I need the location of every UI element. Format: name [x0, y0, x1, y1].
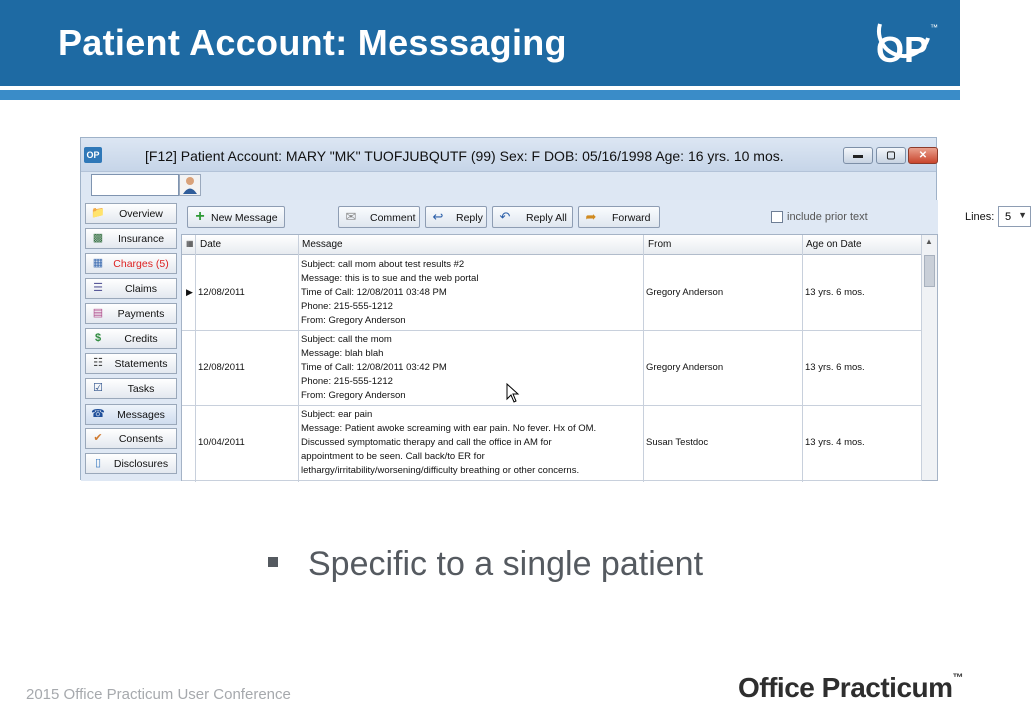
- brand-text: Office Practicum: [738, 672, 953, 703]
- row-selector-header-icon: ▦: [186, 239, 194, 248]
- sidebar-item-label: Charges (5): [113, 258, 169, 270]
- forward-button[interactable]: [578, 206, 660, 228]
- op-logo-text: OP: [876, 29, 929, 70]
- sidebar-item-label: Overview: [119, 208, 163, 220]
- comment-label: Comment: [370, 212, 416, 224]
- sidebar-item-payments[interactable]: [85, 303, 177, 324]
- current-row-indicator-icon: ▶: [186, 287, 193, 297]
- new-message-label: New Message: [211, 212, 278, 224]
- close-button[interactable]: [908, 147, 938, 164]
- reply-button[interactable]: [425, 206, 487, 228]
- scrollbar-thumb[interactable]: [924, 255, 935, 287]
- thumbs-up-icon: ✔: [93, 432, 103, 444]
- new-message-button[interactable]: [187, 206, 285, 228]
- sidebar-item-label: Messages: [117, 409, 165, 421]
- bullet-point: [268, 545, 703, 584]
- cell-message: [301, 408, 596, 478]
- message-line: Message: Patient awoke screaming with ear pain. No fever. Hx of OM.: [301, 423, 597, 434]
- sidebar-item-tasks[interactable]: [85, 378, 177, 399]
- claims-icon: ☰: [93, 282, 103, 294]
- dollar-icon: $: [94, 332, 102, 344]
- account-sidebar: [81, 200, 181, 481]
- sidebar-item-label: Statements: [114, 358, 168, 370]
- op-logo-icon: [862, 16, 942, 74]
- message-line: appointment to be seen. Call back/to ER for: [301, 451, 485, 462]
- grid-header: [182, 235, 937, 255]
- charges-icon: ▦: [92, 257, 104, 269]
- app-icon: OP: [84, 147, 102, 163]
- cell-from: Gregory Anderson: [646, 362, 724, 373]
- cell-age-on-date: 13 yrs. 6 mos.: [805, 287, 865, 298]
- cell-date: 10/04/2011: [198, 437, 245, 448]
- table-row[interactable]: [182, 256, 922, 331]
- message-line: Subject: ear pain: [301, 409, 373, 420]
- sidebar-item-label: Payments: [117, 308, 165, 320]
- column-header-age-on-date[interactable]: Age on Date: [806, 239, 862, 250]
- sidebar-item-label: Disclosures: [113, 458, 169, 470]
- message-toolbar: [181, 200, 1027, 234]
- plus-icon: +: [195, 208, 205, 225]
- comment-button[interactable]: [338, 206, 420, 228]
- cell-date: 12/08/2011: [198, 362, 245, 373]
- message-line: Message: blah blah: [301, 348, 384, 359]
- cell-age-on-date: 13 yrs. 6 mos.: [805, 362, 865, 373]
- sidebar-item-label: Tasks: [127, 383, 155, 395]
- sidebar-item-label: Consents: [118, 433, 164, 445]
- forward-label: Forward: [612, 212, 651, 224]
- patient-account-window: [80, 137, 1027, 480]
- payments-icon: ▤: [92, 307, 104, 319]
- maximize-icon: ▢: [886, 150, 896, 161]
- sidebar-item-label: Claims: [124, 283, 158, 295]
- comment-icon: ✉: [345, 209, 357, 224]
- bullet-square-icon: [268, 557, 278, 567]
- reply-all-icon: ↶: [499, 209, 511, 224]
- table-row[interactable]: [182, 331, 922, 406]
- sidebar-item-insurance[interactable]: [85, 228, 177, 249]
- close-icon: ✕: [918, 150, 928, 161]
- folder-icon: 📁: [91, 207, 105, 219]
- patient-search-input[interactable]: [91, 174, 179, 196]
- office-practicum-logo: [738, 672, 963, 704]
- cell-message: [301, 333, 447, 403]
- minimize-icon: ▬: [853, 150, 863, 161]
- scroll-up-icon[interactable]: ▲: [925, 237, 933, 246]
- include-prior-text-checkbox[interactable]: [771, 211, 783, 223]
- table-row[interactable]: [182, 406, 922, 481]
- message-line: lethargy/irritability/worsening/difficulty breathing or other concerns.: [301, 465, 580, 476]
- lines-label: Lines:: [965, 211, 995, 223]
- minimize-button[interactable]: [843, 147, 873, 164]
- footer-conference-text: 2015 Office Practicum User Conference: [26, 686, 291, 703]
- message-line: From: Gregory Anderson: [301, 315, 406, 326]
- message-line: Subject: call mom about test results #2: [301, 259, 465, 270]
- message-line: From: Gregory Anderson: [301, 390, 406, 401]
- cell-from: Gregory Anderson: [646, 287, 724, 298]
- reply-icon: ↩: [432, 209, 444, 224]
- reply-all-button[interactable]: [492, 206, 573, 228]
- chevron-down-icon: ▼: [1018, 210, 1027, 220]
- window-title: [F12] Patient Account: MARY "MK" TUOFJUBQUTF (99) Sex: F DOB: 05/16/1998 Age: 16 yrs. 10 mos.: [145, 148, 784, 164]
- message-line: Time of Call: 12/08/2011 03:42 PM: [301, 362, 447, 373]
- lines-value: 5: [1005, 211, 1012, 223]
- tasks-icon: ☑: [93, 382, 103, 394]
- messages-grid: [181, 234, 938, 481]
- sidebar-item-claims[interactable]: [85, 278, 177, 299]
- cell-from: Susan Testdoc: [646, 437, 709, 448]
- sidebar-item-credits[interactable]: [85, 328, 177, 349]
- message-line: Discussed symptomatic therapy and call the office in AM for: [301, 437, 552, 448]
- bullet-text: Specific to a single patient: [308, 545, 704, 583]
- sidebar-item-disclosures[interactable]: [85, 453, 177, 474]
- slide-title: Patient Account: Messsaging: [58, 22, 567, 63]
- message-line: Phone: 215-555-1212: [301, 301, 393, 312]
- maximize-button[interactable]: [876, 147, 906, 164]
- forward-icon: ➦: [585, 209, 597, 224]
- lines-select[interactable]: [998, 206, 1031, 227]
- cell-date: 12/08/2011: [198, 287, 245, 298]
- header-accent-stripe: [0, 90, 960, 100]
- disclosure-icon: ▯: [94, 457, 102, 469]
- sidebar-item-messages[interactable]: [85, 404, 177, 425]
- phone-icon: ☎: [91, 408, 105, 420]
- person-icon: [180, 175, 200, 195]
- include-prior-text-label: include prior text: [787, 211, 868, 223]
- column-header-message[interactable]: Message: [302, 239, 343, 250]
- reply-all-label: Reply All: [526, 212, 567, 224]
- mouse-cursor-icon: [506, 383, 520, 403]
- window-titlebar: [81, 138, 936, 172]
- sidebar-item-label: Insurance: [117, 233, 165, 245]
- sidebar-item-overview[interactable]: [85, 203, 177, 224]
- patient-search-row: [81, 172, 936, 200]
- cell-message: [301, 258, 478, 328]
- cell-age-on-date: 13 yrs. 4 mos.: [805, 437, 865, 448]
- op-logo-tm: ™: [930, 23, 938, 32]
- brand-tm: ™: [952, 671, 964, 684]
- column-header-date[interactable]: Date: [200, 239, 222, 250]
- message-line: Phone: 215-555-1212: [301, 376, 393, 387]
- reply-label: Reply: [456, 212, 483, 224]
- vertical-scrollbar[interactable]: [921, 235, 937, 480]
- sidebar-item-consents[interactable]: [85, 428, 177, 449]
- patient-lookup-icon[interactable]: [179, 174, 201, 196]
- sidebar-item-statements[interactable]: [85, 353, 177, 374]
- column-header-from[interactable]: From: [648, 239, 672, 250]
- message-line: Subject: call the mom: [301, 334, 392, 345]
- message-line: Time of Call: 12/08/2011 03:48 PM: [301, 287, 447, 298]
- message-line: Message: this is to sue and the web portal: [301, 273, 479, 284]
- sidebar-item-label: Credits: [124, 333, 158, 345]
- sidebar-item-charges[interactable]: [85, 253, 177, 274]
- insurance-icon: ▩: [92, 232, 104, 244]
- statement-icon: ☷: [93, 357, 103, 369]
